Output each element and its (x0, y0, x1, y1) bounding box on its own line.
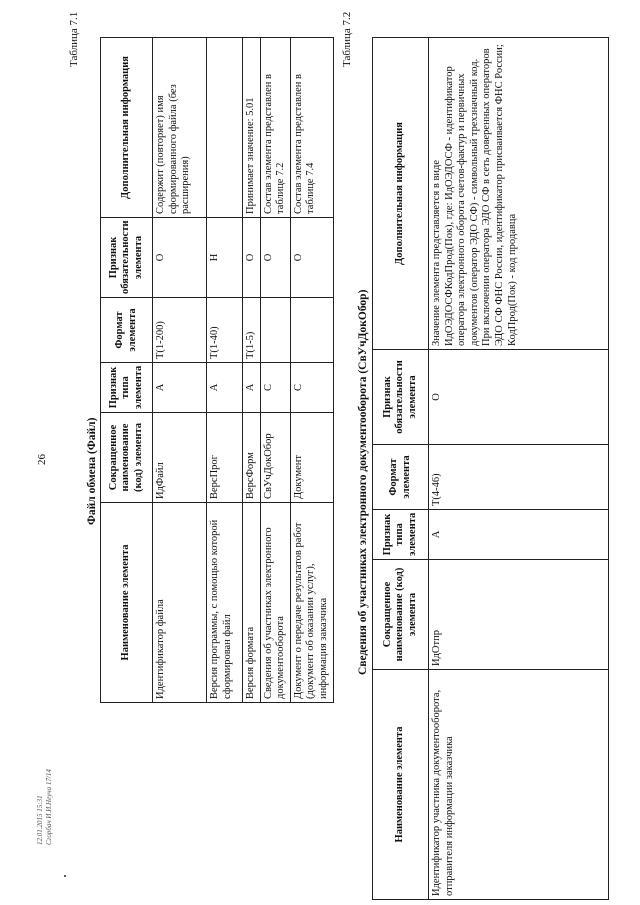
cell-element-info (207, 38, 243, 218)
cell-element-name: Версия формата (243, 503, 261, 703)
cell-element-required: О (429, 350, 609, 445)
cell-element-type: С (260, 363, 290, 413)
table-header-row (101, 38, 153, 703)
cell-element-format: Т(1-5) (243, 298, 261, 363)
cell-element-required: Н (207, 218, 243, 298)
cell-element-code: СвУчДокОбор (260, 413, 290, 503)
cell-element-name: Сведения об участниках электронного документооборота (260, 503, 290, 703)
table-title-7-1: Файл обмена (Файл) (86, 417, 98, 525)
cell-element-info: Принимает значение: 5.01 (243, 38, 261, 218)
cell-element-type: С (290, 363, 333, 413)
cell-element-required: О (153, 218, 207, 298)
cell-element-type: А (243, 363, 261, 413)
column-header: Признак обязательности элемента (101, 218, 153, 298)
table-caption-7-2: Таблица 7.2 (341, 11, 353, 67)
cell-element-name: Идентификатор участника документооборота, отправителя информации заказчика (429, 670, 609, 900)
column-header: Наименование элемента (101, 503, 153, 703)
cell-element-code: Документ (290, 413, 333, 503)
column-header: Признак типа элемента (373, 510, 429, 560)
column-header: Формат элемента (101, 298, 153, 363)
table-row (429, 38, 609, 900)
cell-element-code: ИдОтпр (429, 560, 609, 670)
stamp-line: Сгорбач И.И.Неуча 17/14 (45, 769, 54, 845)
cell-element-code: ВерсФорм (243, 413, 261, 503)
cell-element-required: О (243, 218, 261, 298)
cell-element-format: Т(4-46) (429, 445, 609, 510)
column-header: Сокращенное наименование (код) элемента (101, 413, 153, 503)
column-header: Сокращенное наименование (код) элемента (373, 560, 429, 670)
cell-element-format (290, 298, 333, 363)
cell-element-info: Состав элемента представлен в таблице 7.2 (260, 38, 290, 218)
cell-element-code: ВерсПрог (207, 413, 243, 503)
table-row (207, 38, 243, 703)
cell-element-format: Т(1-200) (153, 298, 207, 363)
cell-element-format: Т(1-40) (207, 298, 243, 363)
table-row (153, 38, 207, 703)
column-header: Дополнительная информация (373, 38, 429, 350)
table-7-1 (100, 37, 334, 703)
cell-element-type: А (153, 363, 207, 413)
table-row (243, 38, 261, 703)
column-header: Наименование элемента (373, 670, 429, 900)
table-row (290, 38, 333, 703)
table-header-row (373, 38, 429, 900)
column-header: Дополнительная информация (101, 38, 153, 218)
cell-element-name: Идентификатор файла (153, 503, 207, 703)
cell-element-type: А (429, 510, 609, 560)
table-title-7-2: Сведения об участниках электронного документооборота (СвУчДокОбор) (357, 289, 369, 675)
scan-speck (64, 875, 66, 877)
cell-element-code: ИдФайл (153, 413, 207, 503)
table-7-2 (372, 37, 609, 900)
cell-element-type: А (207, 363, 243, 413)
cell-element-required: О (290, 218, 333, 298)
column-header: Признак типа элемента (101, 363, 153, 413)
cell-element-format (260, 298, 290, 363)
cell-element-info: Состав элемента представлен в таблице 7.4 (290, 38, 333, 218)
cell-element-info: Значение элемента представляется в виде ИдОЭДОСФКодПрод(Пок), где: ИдОЭДОСФ - идентификатор оператора электронного оборота счетов-фактур и первичных документов (оператор ЭДО СФ) - символьный трехзначный код. При включении оператора ЭДО СФ в сеть доверенных операторов ЭДО СФ ФНС России, идентификатор присваивается ФНС России; КодПрод(Пок) - код продавца (429, 38, 609, 350)
cell-element-name: Документ о передаче результатов работ (документ об оказании услуг), информация заказчика (290, 503, 333, 703)
stamp-line: 12.01.2015 15:31 (36, 795, 44, 845)
cell-element-info: Содержит (повторяет) имя сформированного файла (без расширения) (153, 38, 207, 218)
column-header: Признак обязательности элемента (373, 350, 429, 445)
page-number: 26 (36, 454, 48, 465)
table-row (260, 38, 290, 703)
cell-element-required: О (260, 218, 290, 298)
cell-element-name: Версия программы, с помощью которой сформирован файл (207, 503, 243, 703)
table-caption-7-1: Таблица 7.1 (68, 11, 80, 67)
column-header: Формат элемента (373, 445, 429, 510)
scan-stamp (36, 769, 54, 845)
